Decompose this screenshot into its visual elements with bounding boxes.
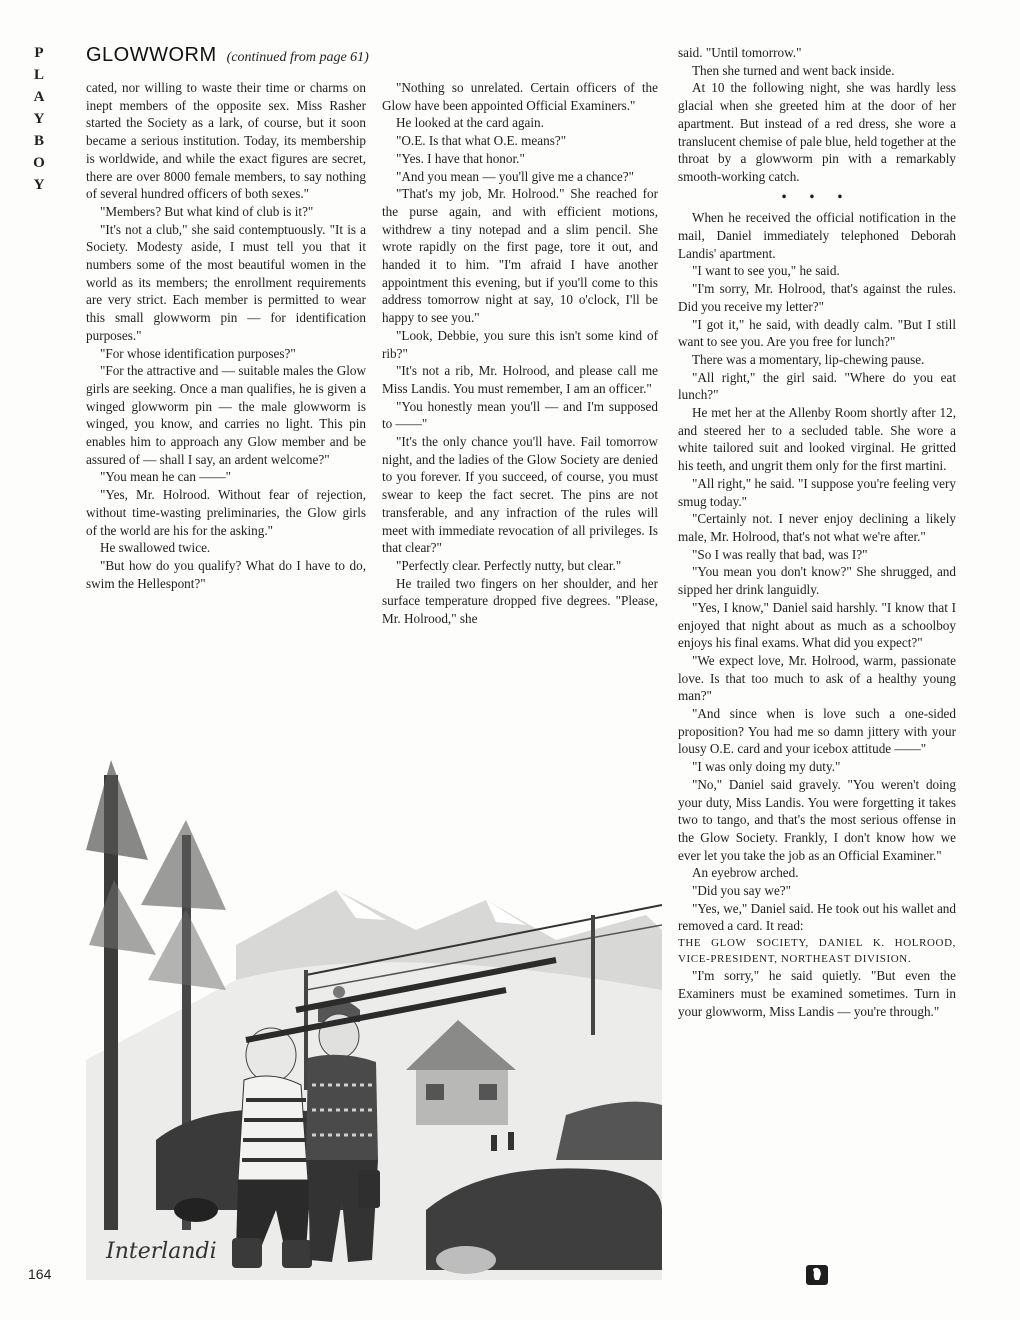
paragraph: "Nothing so unrelated. Certain officers of the Glow have been appointed Official Examiners." xyxy=(382,80,658,113)
section-break: • • • xyxy=(781,188,853,204)
ski-scene-illustration xyxy=(86,740,662,1280)
paragraph: "Perfectly clear. Perfectly nutty, but clear." xyxy=(396,557,622,573)
column-3 xyxy=(678,44,956,1020)
paragraph: "It's not a club," she said contemptuously. "It is a Society. Modesty aside, I must tell you that it numbers some of the most beautiful women in the world as its members; the enrollment requirements are very strict. Each member is permitted to wear this small glowworm pin — for identification purposes." xyxy=(86,221,366,343)
paragraph: "I was only doing my duty." xyxy=(692,759,841,775)
paragraph: "Yes. I have that honor." xyxy=(396,150,525,166)
page-number: 164 xyxy=(28,1266,52,1282)
paragraph: "It's the only chance you'll have. Fail tomorrow night, and the ladies of the Glow Society are denied to you forever. If you succeed, of course, you must swear to keep the fact secret. The pins are not transferable, and any infraction of the rules will meet with immediate revocation of all privileges. Is that clear?" xyxy=(382,434,658,556)
illustrator-signature: Interlandi xyxy=(106,1239,217,1264)
paragraph: "That's my job, Mr. Holrood." She reached for the purse again, and with efficient motions, withdrew a tiny notepad and a slim pencil. She wrote rapidly on the first page, tore it out, and handed it to him. "I'm afraid I have another appointment this evening, but if you'll come to this address tomorrow night at say, 10 o'clock, I'll be happy to see you." xyxy=(382,186,658,326)
paragraph: "I got it," he said, with deadly calm. "But I still want to see you. Are you free for lunch?" xyxy=(678,316,956,350)
paragraph: He trailed two fingers on her shoulder, and her surface temperature dropped five degrees. "Please, Mr. Holrood," she xyxy=(382,575,658,627)
vertical-letter: O xyxy=(33,155,45,171)
paragraph: He met her at the Allenby Room shortly after 12, and steered her to a secluded table. She wore a white tailored suit and looked virginal. He gritted his teeth, and ungrit them only for the first martini. xyxy=(678,405,956,474)
paragraph: "I want to see you," he said. xyxy=(692,263,840,279)
paragraph: "Certainly not. I never enjoy declining a likely male, Mr. Holrood, that's not what we're after." xyxy=(678,511,956,544)
paragraph: "But how do you qualify? What do I have to do, swim the Hellespont?" xyxy=(86,557,366,591)
vertical-letter: Y xyxy=(33,177,45,193)
article-header xyxy=(86,44,646,70)
paragraph: "All right," he said. "I suppose you're feeling very smug today." xyxy=(678,475,956,509)
paragraph: "For the attractive and — suitable males the Glow girls are seeking. Once a man qualifies, he is given a winged glowworm pin — the male glowworm is winged, you know, and carries no light. This pin enables him to approach any Glow member and be assured of — shall I say, an ardent welcome?" xyxy=(86,363,366,467)
paragraph: He swallowed twice. xyxy=(100,540,211,556)
card-text: THE GLOW SOCIETY, DANIEL K. HOLROOD, VICE-PRESIDENT, NORTHEAST DIVISION. xyxy=(678,937,956,966)
paragraph: "I'm sorry, Mr. Holrood, that's against the rules. Did you receive my letter?" xyxy=(678,281,956,314)
paragraph: "And since when is love such a one-sided proposition? You had me so damn jittery with your lousy O.E. card and your icebox attitude ——" xyxy=(678,706,956,757)
paragraph: "Yes, Mr. Holrood. Without fear of rejection, without time-wasting preliminaries, the Glow girls of the world are his for the asking." xyxy=(86,487,366,538)
column-1 xyxy=(86,79,366,592)
paragraph: "I'm sorry," he said quietly. "But even the Examiners must be examined sometimes. Turn in your glowworm, Miss Landis — you're through." xyxy=(678,968,956,1019)
paragraph: "It's not a rib, Mr. Holrood, and please call me Miss Landis. You must remember, I am an officer." xyxy=(382,363,658,396)
paragraph: Then she turned and went back inside. xyxy=(692,62,895,78)
paragraph: An eyebrow arched. xyxy=(692,865,799,881)
paragraph: "We expect love, Mr. Holrood, warm, passionate love. Is that too much to ask of a healthy young man?" xyxy=(678,652,956,704)
paragraph: "Did you say we?" xyxy=(692,883,792,899)
paragraph: cated, nor willing to waste their time or charms on inept members of the opposite sex. Miss Rasher started the Society as a lark, of course, but it soon became a serious institution. Today, its membership is worldwide, and while the exact figures are secret, there are over 8000 female members, to say nothing of several hundred officers of both sexes." xyxy=(86,80,366,202)
paragraph: said. "Until tomorrow." xyxy=(678,45,802,60)
article-title: GLOWWORM xyxy=(86,44,217,66)
vertical-letter: B xyxy=(33,133,44,149)
paragraph: "O.E. Is that what O.E. means?" xyxy=(396,133,567,149)
magazine-name-vertical xyxy=(28,42,50,196)
paragraph: "And you mean — you'll give me a chance?" xyxy=(396,168,634,184)
end-mark-icon xyxy=(806,1265,828,1285)
paragraph: "So I was really that bad, was I?" xyxy=(692,546,868,562)
paragraph: "All right," the girl said. "Where do you eat lunch?" xyxy=(678,369,956,403)
vertical-letter: L xyxy=(33,67,44,83)
paragraph: "You mean you don't know?" She shrugged, and sipped her drink languidly. xyxy=(678,564,956,598)
paragraph: "You honestly mean you'll — and I'm supposed to ——" xyxy=(382,398,658,432)
paragraph: At 10 the following night, she was hardly less glacial when she greeted him at the door of her apartment. But instead of a red dress, she wore a translucent chemise of pale blue, held together at the throat by a glowworm pin with a remarkably smooth-working catch. xyxy=(678,80,956,184)
vertical-letter: Y xyxy=(33,111,45,127)
vertical-letter: A xyxy=(33,89,45,105)
column-2 xyxy=(382,79,658,628)
paragraph: There was a momentary, lip-chewing pause. xyxy=(692,351,925,367)
paragraph: "You mean he can ——" xyxy=(100,469,232,485)
paragraph: "Look, Debbie, you sure this isn't some kind of rib?" xyxy=(382,327,658,361)
paragraph: "Yes, I know," Daniel said harshly. "I know that I enjoyed that night about as much as a schoolboy enjoys his final exams. What did you expect?" xyxy=(678,599,956,651)
paragraph: "Members? But what kind of club is it?" xyxy=(100,203,314,219)
paragraph: "No," Daniel said gravely. "You weren't doing your duty, Miss Landis. You were forgetting it takes two to tango, and that's the most serious offense in the Glow Society. Frankly, I don't know how we ever let you take the job as an Official Examiner." xyxy=(678,776,956,863)
paragraph: "For whose identification purposes?" xyxy=(100,345,296,361)
paragraph: When he received the official notification in the mail, Daniel immediately telephoned Deborah Landis' apartment. xyxy=(678,210,956,261)
vertical-letter: P xyxy=(34,45,44,61)
paragraph: He looked at the card again. xyxy=(396,115,544,131)
paragraph: "Yes, we," Daniel said. He took out his wallet and removed a card. It read: xyxy=(678,900,956,934)
continued-note: (continued from page 61) xyxy=(226,50,369,65)
